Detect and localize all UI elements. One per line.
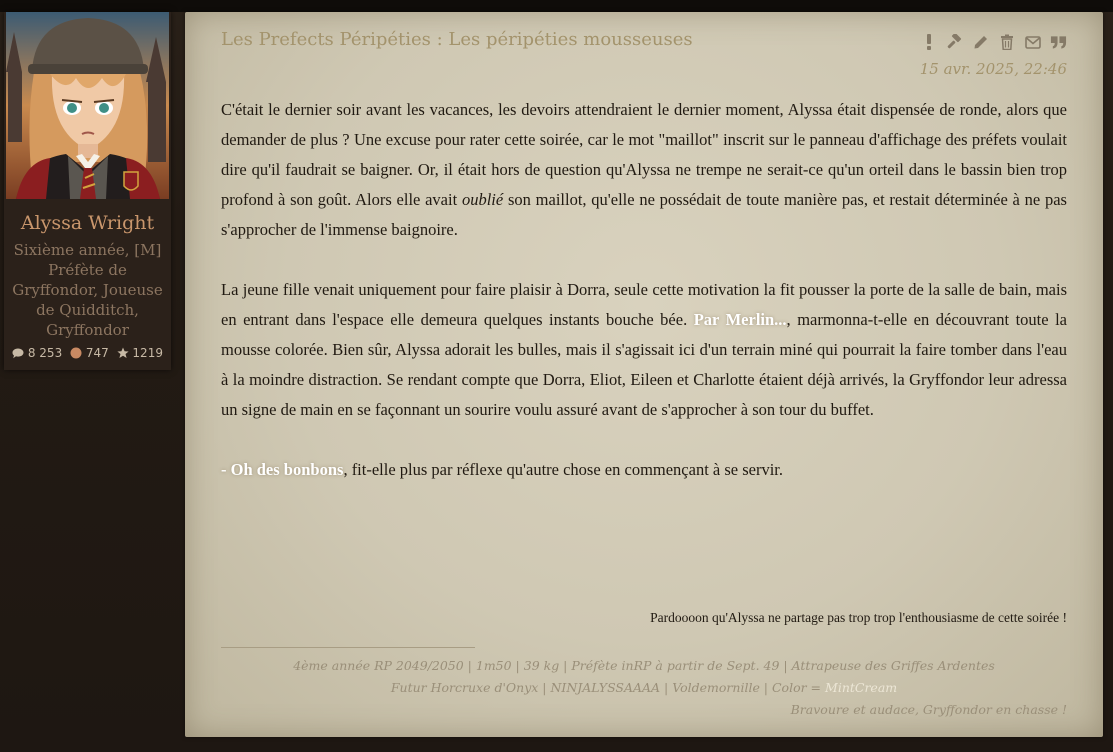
paragraph-2-text-b: , marmonna-t-elle en découvrant toute la mousse colorée. Bien sûr, Alyssa adorait les bulles, mais il s'agissait ici d'un terrain miné qui pourrait la faire tomber dans l'eau à la moindre distraction. Se rendant compte que Dorra, Eliot, Eileen et Charlotte étaient déjà arrivés, la Gryffondor leur adressa un signe de main en se façonnant un sourire voulu assuré avant de s'approcher à son tour du buffet. [221, 310, 1067, 419]
author-profile-card [4, 12, 171, 370]
author-rank-description: Sixième année, [M] Préfète de Gryffondor, Joueuse de Quidditch, Gryffondor [12, 241, 163, 339]
pencil-icon [973, 34, 989, 50]
report-button[interactable] [920, 33, 937, 51]
dialogue-highlight: - Oh des bonbons [221, 460, 344, 479]
top-bar [0, 0, 1113, 12]
signature [221, 655, 1067, 721]
quote-icon [1050, 35, 1067, 50]
post-paragraph-2 [221, 275, 1067, 425]
signature-divider [221, 647, 475, 648]
signature-line-3: Bravoure et audace, Gryffondor en chasse ! [790, 702, 1067, 717]
paragraph-1-text-b: son maillot, qu'elle ne possédait de toute manière pas, et restait déterminée à ne pas s'approcher de l'immense baignoire. [221, 190, 1067, 239]
edit-button[interactable] [972, 33, 989, 51]
stat-reputation [117, 346, 163, 360]
post-content [221, 95, 1067, 515]
author-avatar[interactable] [6, 12, 169, 199]
post-actions [920, 32, 1067, 52]
post-paragraph-3 [221, 455, 1067, 485]
warn-button[interactable] [946, 33, 963, 51]
exclamation-icon [926, 34, 932, 50]
dialogue-highlight: Par Merlin... [693, 310, 787, 329]
star-icon [117, 347, 129, 359]
author-name[interactable]: Alyssa Wright [20, 212, 155, 234]
post-footnote: Pardoooon qu'Alyssa ne partage pas trop trop l'enthousiasme de cette soirée ! [650, 610, 1067, 625]
stat-points [70, 346, 109, 360]
post-panel [185, 12, 1103, 737]
stat-points-value: 747 [85, 346, 109, 360]
author-stats [4, 346, 171, 360]
paragraph-1-text-a: C'était le dernier soir avant les vacances, les devoirs attendraient le dernier moment, Alyssa était dispensée de ronde, alors que demander de plus ? Une excuse pour rater cette soirée, car le mot "maillot" inscrit sur le panneau d'affichage des préfets voulait dire qu'il faudrait se baigner. Or, il était hors de question qu'Alyssa ne trempe ne serait-ce qu'un orteil dans le bassin bien trop profond à son goût. Alors elle avait [221, 100, 1067, 209]
signature-line-2-text: Futur Horcruxe d'Onyx | NINJALYSSAAAA | Voldemornille | Color = [390, 680, 826, 695]
stat-messages [12, 346, 62, 360]
stat-reputation-value: 1219 [132, 346, 163, 360]
quote-button[interactable] [1050, 33, 1067, 51]
private-message-button[interactable] [1024, 33, 1041, 51]
signature-color-name: MintCream [825, 680, 898, 695]
stat-messages-value: 8 253 [27, 346, 63, 360]
paragraph-2-text-a: La jeune fille venait uniquement pour faire plaisir à Dorra, seule cette motivation la fit pousser la porte de la salle de bain, mais en entrant dans l'espace elle demeura quelques instants bouche bée. [221, 280, 1067, 329]
avatar-illustration [6, 12, 169, 199]
post-title[interactable]: Les Prefects Péripéties : Les péripéties mousseuses [221, 29, 693, 50]
post-paragraph-1 [221, 95, 1067, 245]
gavel-icon [946, 34, 963, 51]
paragraph-3-text: , fit-elle plus par réflexe qu'autre chose en commençant à se servir. [343, 460, 784, 479]
signature-line-1: 4ème année RP 2049/2050 | 1m50 | 39 kg | Préfète inRP à partir de Sept. 49 | Attrapeuse des Griffes Ardentes [293, 658, 995, 673]
trash-icon [1000, 34, 1014, 50]
signature-line-2 [221, 677, 1067, 699]
coin-icon [70, 347, 82, 359]
envelope-icon [1025, 36, 1041, 49]
delete-button[interactable] [998, 33, 1015, 51]
speech-bubble-icon [12, 348, 24, 359]
paragraph-1-italic-word: oublié [461, 190, 504, 209]
post-date: 15 avr. 2025, 22:46 [919, 60, 1067, 78]
